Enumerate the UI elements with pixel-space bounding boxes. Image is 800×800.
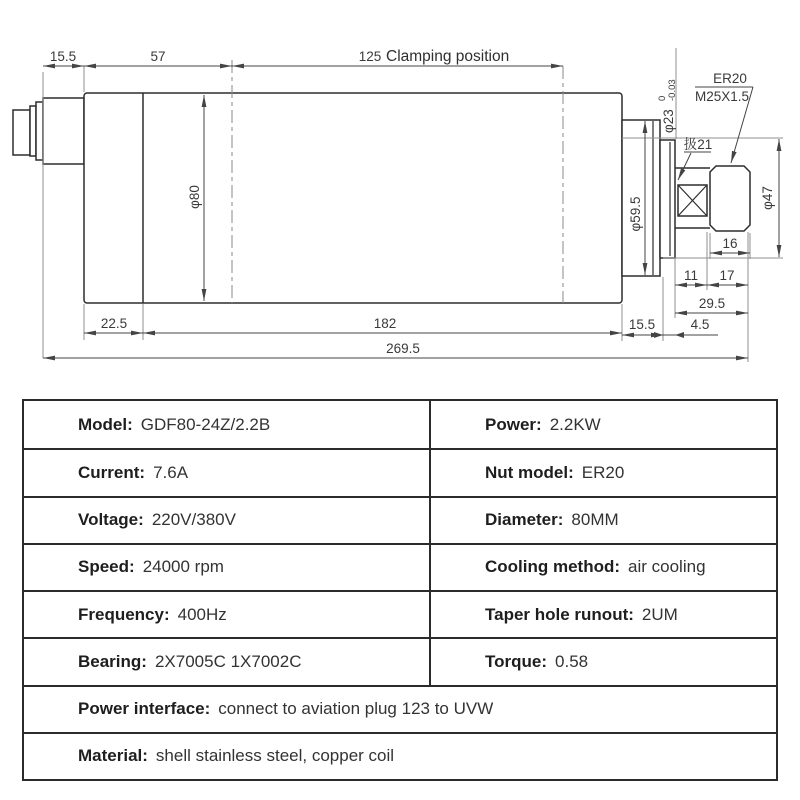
spec-label: Cooling method: (485, 557, 621, 577)
dim-nut-length-16: 16 (722, 236, 738, 251)
dim-11: 11 (683, 268, 699, 283)
spec-label: Power interface: (78, 699, 211, 719)
er20-nut (710, 166, 750, 231)
spec-cell-bearing (24, 639, 429, 684)
spec-row-speed-cooling (24, 543, 776, 590)
er20-nut-label: ER20 (713, 71, 747, 86)
wrench-flat-label: 扱21 (683, 137, 713, 152)
spec-label: Speed: (78, 557, 135, 577)
spec-row-material (24, 732, 776, 779)
spec-value: connect to aviation plug 123 to UVW (218, 699, 494, 719)
plug-cap (43, 98, 84, 164)
spec-cell-cooling (429, 545, 776, 590)
dim-nose-diameter: φ59.5 (628, 196, 643, 232)
flat-leader (678, 153, 691, 180)
spec-label: Bearing: (78, 651, 147, 671)
spec-cell-frequency (24, 592, 429, 637)
thread-spec-label: M25X1.5 (694, 89, 750, 104)
spec-value: 7.6A (153, 462, 189, 482)
dim-shaft-diameter-tolerance (657, 79, 678, 133)
spec-label: Frequency: (78, 604, 170, 624)
spec-cell-nut-model (429, 450, 776, 495)
spec-label: Current: (78, 462, 146, 482)
spec-value: shell stainless steel, copper coil (155, 746, 395, 766)
spec-cell-model (24, 401, 429, 448)
dim-top-57: 57 (150, 49, 166, 64)
dim-nose-15-5: 15.5 (628, 317, 656, 332)
spec-value: 0.58 (555, 651, 589, 671)
spec-label: Voltage: (78, 510, 144, 530)
spec-value: 2X7005C 1X7002C (154, 651, 302, 671)
spec-row-power-interface (24, 685, 776, 732)
spec-value: 2.2KW (549, 414, 601, 434)
spindle-body (84, 93, 622, 303)
dim-shaft-tol-lower: -0.03 (667, 79, 678, 101)
spec-row-voltage-diameter (24, 496, 776, 543)
spec-label: Nut model: (485, 462, 574, 482)
spec-cell-speed (24, 545, 429, 590)
spec-value: air cooling (628, 557, 706, 577)
dim-shaft-diameter: φ23 (661, 109, 676, 133)
spec-row-current-nut (24, 448, 776, 495)
spec-row-bearing-torque (24, 637, 776, 684)
spindle-drawing (0, 0, 800, 395)
aviation-plug (13, 110, 30, 155)
plug-plate-inner (36, 102, 43, 160)
spec-cell-voltage (24, 498, 429, 543)
spec-label: Power: (485, 414, 542, 434)
spec-value: 400Hz (177, 604, 227, 624)
spec-value: 220V/380V (151, 510, 236, 530)
spec-value: 80MM (571, 510, 619, 530)
front-flange (660, 140, 675, 258)
spec-label: Model: (78, 414, 133, 434)
spec-cell-material (24, 734, 776, 779)
dim-shaft-tol-upper: 0 (657, 95, 668, 101)
spec-value: ER20 (581, 462, 625, 482)
dim-17: 17 (719, 268, 735, 283)
dim-mid-182: 182 (373, 316, 397, 331)
spec-row-model-power (24, 401, 776, 448)
spec-cell-power (429, 401, 776, 448)
spec-label: Taper hole runout: (485, 604, 634, 624)
spec-row-frequency-runout (24, 590, 776, 637)
dim-front-diameter: φ47 (760, 186, 775, 210)
spec-label: Diameter: (485, 510, 564, 530)
spec-label: Torque: (485, 651, 548, 671)
dim-top-15-5: 15.5 (49, 49, 77, 64)
spec-label: Material: (78, 746, 148, 766)
spec-cell-diameter (429, 498, 776, 543)
dim-rear-22-5: 22.5 (100, 316, 128, 331)
dim-clamp-125: 125 (358, 49, 382, 64)
spec-cell-runout (429, 592, 776, 637)
spec-cell-power-interface (24, 687, 776, 732)
dim-total-269-5: 269.5 (386, 341, 420, 356)
plug-plate-outer (30, 106, 36, 156)
spec-table (22, 399, 778, 781)
spec-cell-current (24, 450, 429, 495)
spec-value: 24000 rpm (142, 557, 224, 577)
spec-value: 2UM (641, 604, 678, 624)
spec-cell-torque (429, 639, 776, 684)
dim-body-diameter: φ80 (187, 185, 202, 209)
clamping-position-label: Clamping position (386, 48, 510, 65)
spec-value: GDF80-24Z/2.2B (140, 414, 271, 434)
dim-gap-4-5: 4.5 (690, 317, 710, 332)
wrench-flat-box (678, 185, 707, 216)
dim-29-5: 29.5 (698, 296, 726, 311)
